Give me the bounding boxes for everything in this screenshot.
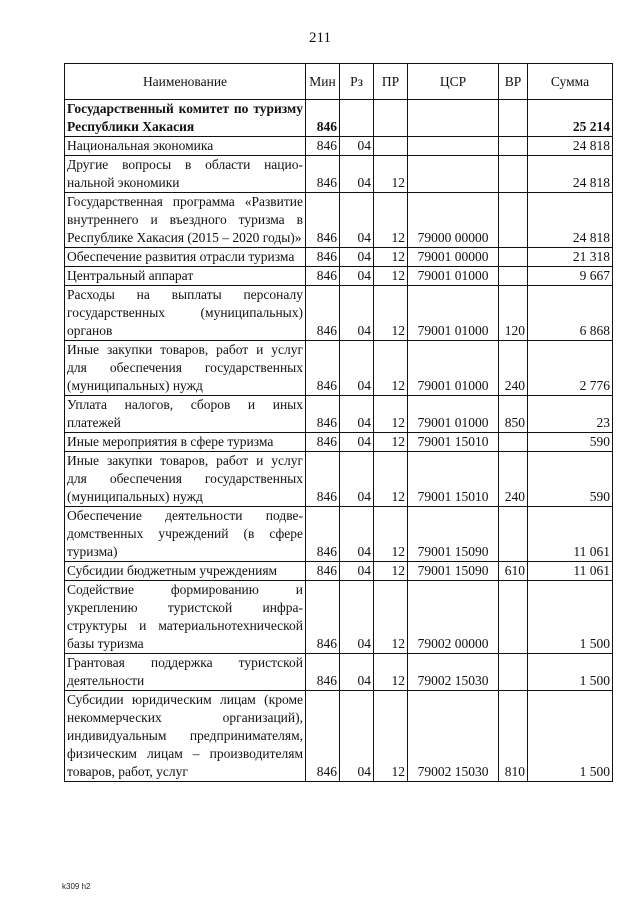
cell-sum: 24 818 [528,137,613,156]
header-row [65,64,613,100]
cell-rz: 04 [340,341,374,396]
header-csr: ЦСР [408,64,499,100]
cell-min: 846 [306,137,340,156]
cell-rz: 04 [340,581,374,654]
cell-csr: 79001 15010 [408,433,499,452]
cell-csr [408,100,499,137]
cell-sum: 1 500 [528,691,613,782]
cell-rz: 04 [340,654,374,691]
cell-min: 846 [306,562,340,581]
table-row [65,396,613,433]
cell-vr [499,137,528,156]
header-min: Мин [306,64,340,100]
cell-name: Иные закупки товаров, работ и услуг для обеспечения государственных (муниципальных) нужд [65,341,306,396]
cell-min: 846 [306,507,340,562]
cell-rz: 04 [340,507,374,562]
table-row [65,156,613,193]
cell-vr [499,507,528,562]
table-body [65,100,613,782]
cell-rz: 04 [340,433,374,452]
cell-name: Субсидии юридическим лицам (кроме некоммерческих организаций), индивидуальным предпринимателям, физическим лицам – производителям товаров, работ, услуг [65,691,306,782]
cell-pr: 12 [374,396,408,433]
cell-pr: 12 [374,267,408,286]
cell-csr: 79000 00000 [408,193,499,248]
table-row [65,341,613,396]
cell-csr: 79001 01000 [408,267,499,286]
cell-csr: 79001 01000 [408,396,499,433]
cell-name: Иные мероприятия в сфере туризма [65,433,306,452]
header-pr: ПР [374,64,408,100]
table-row [65,691,613,782]
cell-pr: 12 [374,562,408,581]
cell-csr: 79002 15030 [408,654,499,691]
cell-pr: 12 [374,341,408,396]
header-rz: Рз [340,64,374,100]
cell-min: 846 [306,156,340,193]
cell-pr: 12 [374,581,408,654]
cell-vr: 240 [499,452,528,507]
cell-name: Иные закупки товаров, работ и услуг для обеспечения государственных (муниципальных) нужд [65,452,306,507]
cell-name: Субсидии бюджетным учреждениям [65,562,306,581]
cell-csr: 79001 15090 [408,562,499,581]
cell-sum: 11 061 [528,562,613,581]
table-row [65,581,613,654]
cell-vr: 240 [499,341,528,396]
table-row [65,654,613,691]
cell-csr: 79001 01000 [408,341,499,396]
table-row [65,507,613,562]
cell-name: Государственная программа «Развитие внутреннего и въездного туризма в Республике Хакасия (2015 – 2020 годы)» [65,193,306,248]
cell-rz: 04 [340,156,374,193]
cell-min: 846 [306,452,340,507]
footer-code: k309 h2 [62,882,91,891]
cell-rz: 04 [340,691,374,782]
cell-vr: 850 [499,396,528,433]
cell-vr: 610 [499,562,528,581]
cell-name: Национальная экономика [65,137,306,156]
cell-min: 846 [306,248,340,267]
header-vr: ВР [499,64,528,100]
cell-csr: 79001 00000 [408,248,499,267]
cell-pr [374,100,408,137]
cell-name: Обеспечение деятельности подведомственных учреждений (в сфере туризма) [65,507,306,562]
cell-rz: 04 [340,267,374,286]
cell-sum: 6 868 [528,286,613,341]
cell-csr: 79001 01000 [408,286,499,341]
budget-table [64,63,613,782]
cell-rz: 04 [340,562,374,581]
cell-name: Содействие формированию и укреплению туристской инфраструктуры и материальнотехнической базы туризма [65,581,306,654]
cell-sum: 11 061 [528,507,613,562]
cell-name: Обеспечение развития отрасли туризма [65,248,306,267]
cell-name: Другие вопросы в области национальной экономики [65,156,306,193]
cell-csr: 79002 00000 [408,581,499,654]
cell-min: 846 [306,691,340,782]
cell-pr: 12 [374,286,408,341]
cell-rz: 04 [340,248,374,267]
cell-name: Уплата налогов, сборов и иных платежей [65,396,306,433]
page-number: 211 [309,30,331,46]
table-row [65,137,613,156]
cell-vr [499,193,528,248]
cell-min: 846 [306,396,340,433]
cell-pr: 12 [374,691,408,782]
cell-min: 846 [306,100,340,137]
cell-rz: 04 [340,193,374,248]
cell-name: Центральный аппарат [65,267,306,286]
cell-sum: 23 [528,396,613,433]
cell-rz: 04 [340,396,374,433]
cell-rz: 04 [340,137,374,156]
cell-vr [499,267,528,286]
cell-sum: 9 667 [528,267,613,286]
cell-min: 846 [306,286,340,341]
cell-csr: 79001 15010 [408,452,499,507]
cell-min: 846 [306,433,340,452]
cell-sum: 21 318 [528,248,613,267]
cell-vr [499,654,528,691]
cell-pr: 12 [374,433,408,452]
cell-csr [408,156,499,193]
cell-vr [499,248,528,267]
cell-vr: 120 [499,286,528,341]
cell-vr [499,581,528,654]
cell-sum: 24 818 [528,156,613,193]
cell-sum: 590 [528,433,613,452]
cell-pr: 12 [374,654,408,691]
cell-sum: 25 214 [528,100,613,137]
table-row [65,286,613,341]
cell-pr: 12 [374,248,408,267]
header-sum: Сумма [528,64,613,100]
table-row [65,248,613,267]
cell-sum: 2 776 [528,341,613,396]
cell-vr [499,156,528,193]
cell-min: 846 [306,193,340,248]
cell-pr: 12 [374,507,408,562]
cell-min: 846 [306,341,340,396]
cell-pr: 12 [374,452,408,507]
cell-min: 846 [306,654,340,691]
cell-name: Государственный комитет по туризму Республики Хакасия [65,100,306,137]
cell-sum: 24 818 [528,193,613,248]
table-row [65,267,613,286]
cell-vr: 810 [499,691,528,782]
table-row [65,193,613,248]
cell-sum: 1 500 [528,581,613,654]
table-row [65,562,613,581]
cell-min: 846 [306,581,340,654]
cell-name: Грантовая поддержка туристской деятельности [65,654,306,691]
cell-name: Расходы на выплаты персоналу государственных (муниципальных) органов [65,286,306,341]
cell-pr [374,137,408,156]
cell-vr [499,433,528,452]
cell-csr [408,137,499,156]
cell-rz [340,100,374,137]
table-row [65,452,613,507]
cell-rz: 04 [340,452,374,507]
cell-csr: 79002 15030 [408,691,499,782]
cell-rz: 04 [340,286,374,341]
cell-csr: 79001 15090 [408,507,499,562]
header-name: Наименование [65,64,306,100]
cell-sum: 590 [528,452,613,507]
table-row [65,100,613,137]
cell-pr: 12 [374,156,408,193]
cell-pr: 12 [374,193,408,248]
cell-sum: 1 500 [528,654,613,691]
cell-vr [499,100,528,137]
table-row [65,433,613,452]
cell-min: 846 [306,267,340,286]
